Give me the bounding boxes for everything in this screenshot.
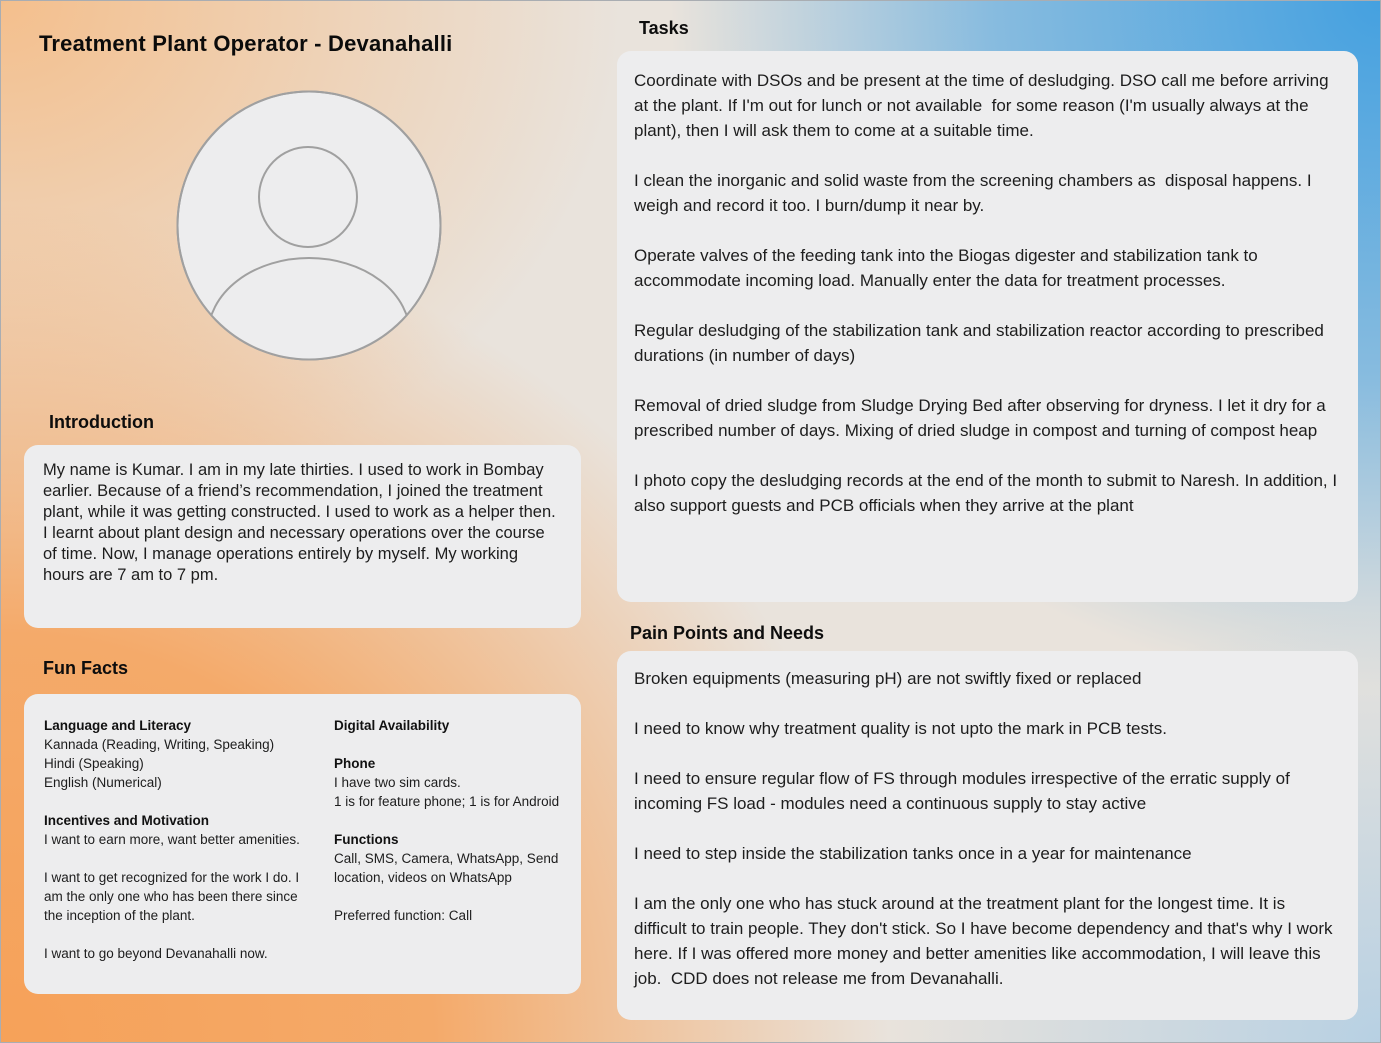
fun-facts-block-incentives: [44, 811, 310, 849]
fun-facts-block-recognition: [44, 868, 310, 925]
task-paragraph: Operate valves of the feeding tank into the Biogas digester and stabilization tank to accommodate incoming load. Manually enter the data for treatment processes.: [634, 246, 1263, 290]
task-paragraph: I clean the inorganic and solid waste from the screening chambers as disposal happens. I weigh and record it too. I burn/dump it near by.: [634, 171, 1317, 215]
person-avatar-icon: [176, 90, 442, 361]
section-heading-pain-points: Pain Points and Needs: [630, 623, 825, 643]
page-title: Treatment Plant Operator - Devanahalli: [39, 31, 453, 56]
introduction-body: My name is Kumar. I am in my late thirties. I used to work in Bombay earlier. Because of a friend’s recommendation, I joined the treatment plant, while it was getting constructed. I used to work as a helper then. I learnt about plant design and necessary operations over the course of time. Now, I manage operations entirely by myself. My working hours are 7 am to 7 pm.: [43, 461, 561, 584]
fun-facts-line: Kannada (Reading, Writing, Speaking): [44, 737, 275, 752]
fun-facts-columns: [44, 716, 561, 963]
fun-facts-block-beyond: [44, 944, 310, 963]
introduction-card: [24, 445, 581, 628]
fun-facts-block-title: Functions: [334, 832, 399, 847]
fun-facts-line: I want to get recognized for the work I do. I am the only one who has been there since the inception of the plant.: [44, 870, 300, 923]
pain-point-paragraph: I need to ensure regular flow of FS through modules irrespective of the erratic supply of incoming FS load - modules need a continuous supply to stay active: [634, 769, 1295, 813]
fun-facts-line: Preferred function: Call: [334, 908, 473, 923]
section-heading-tasks: Tasks: [639, 18, 689, 38]
fun-facts-line: Hindi (Speaking): [44, 756, 144, 771]
fun-facts-line: Call, SMS, Camera, WhatsApp, Send location, videos on WhatsApp: [334, 851, 559, 885]
section-heading-fun-facts: Fun Facts: [43, 658, 129, 678]
fun-facts-right-column: [334, 716, 561, 963]
pain-point-paragraph: I need to step inside the stabilization tanks once in a year for maintenance: [634, 844, 1192, 863]
fun-facts-block-digital: [334, 716, 561, 735]
avatar: [176, 90, 442, 361]
fun-facts-block-phone: [334, 754, 561, 811]
task-paragraph: Removal of dried sludge from Sludge Drying Bed after observing for dryness. I let it dry for a prescribed number of days. Mixing of dried sludge in compost and turning of compost heap: [634, 396, 1331, 440]
task-paragraph: Regular desludging of the stabilization tank and stabilization reactor according to prescribed durations (in number of days): [634, 321, 1329, 365]
fun-facts-line: I want to go beyond Devanahalli now.: [44, 946, 268, 961]
fun-facts-block-preferred: [334, 906, 561, 925]
fun-facts-block-functions: [334, 830, 561, 887]
fun-facts-left-column: [44, 716, 310, 963]
fun-facts-card: [24, 694, 581, 994]
fun-facts-block-title: Digital Availability: [334, 718, 450, 733]
fun-facts-line: 1 is for feature phone; 1 is for Android: [334, 794, 560, 809]
task-paragraph: I photo copy the desludging records at the end of the month to submit to Naresh. In addition, I also support guests and PCB officials when they arrive at the plant: [634, 471, 1342, 515]
fun-facts-block-title: Phone: [334, 756, 376, 771]
fun-facts-line: I want to earn more, want better amenities.: [44, 832, 300, 847]
task-paragraph: Coordinate with DSOs and be present at the time of desludging. DSO call me before arriving at the plant. If I'm out for lunch or not available for some reason (I'm usually always at the plant), then I will ask them to come at a suitable time.: [634, 71, 1334, 140]
fun-facts-line: I have two sim cards.: [334, 775, 461, 790]
tasks-card: [617, 51, 1358, 602]
pain-points-card: [617, 651, 1358, 1020]
fun-facts-line: English (Numerical): [44, 775, 162, 790]
section-heading-introduction: Introduction: [49, 412, 154, 432]
pain-point-paragraph: I am the only one who has stuck around at the treatment plant for the longest time. It is difficult to train people. They don't stick. So I have become dependency and that's why I work here. If I was offered more money and better amenities like accommodation, I will leave this job. CDD does not release me from Devanahalli.: [634, 894, 1338, 988]
pain-point-paragraph: Broken equipments (measuring pH) are not swiftly fixed or replaced: [634, 669, 1142, 688]
pain-point-paragraph: I need to know why treatment quality is not upto the mark in PCB tests.: [634, 719, 1167, 738]
fun-facts-block-title: Language and Literacy: [44, 718, 192, 733]
fun-facts-block-language: [44, 716, 310, 792]
fun-facts-block-title: Incentives and Motivation: [44, 813, 210, 828]
